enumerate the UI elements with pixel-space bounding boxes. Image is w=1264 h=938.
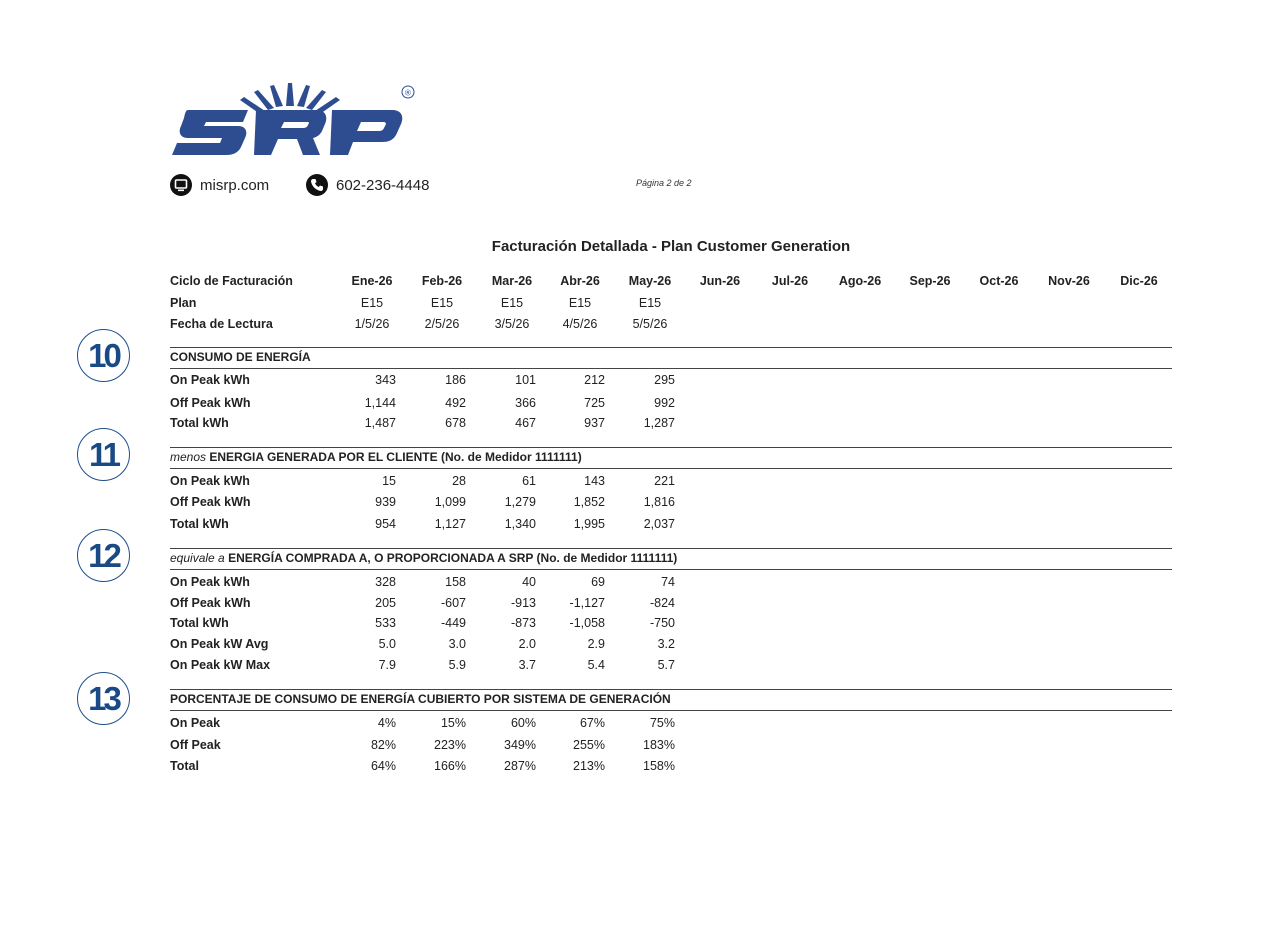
plan-row-label: Plan [170, 296, 197, 310]
row-value: 1,995 [573, 517, 605, 531]
section-top-rule [170, 689, 1172, 690]
row-label: Off Peak kWh [170, 495, 251, 509]
row-value: 213% [573, 759, 605, 773]
row-value: 69 [591, 575, 605, 589]
table-row [170, 416, 1172, 434]
phone-text[interactable]: 602-236-4448 [336, 176, 430, 194]
section-title [170, 450, 582, 464]
row-value: 212 [584, 373, 605, 387]
read-date-row [170, 317, 1172, 335]
month-header: Jun-26 [699, 274, 741, 288]
row-value: 3.0 [448, 637, 466, 651]
row-value: 5.7 [657, 658, 675, 672]
billing-cycle-row [170, 274, 1172, 292]
row-value: 255% [573, 738, 605, 752]
table-row [170, 738, 1172, 756]
table-row [170, 637, 1172, 655]
section-title-text: PORCENTAJE DE CONSUMO DE ENERGÍA CUBIERTO POR SISTEMA DE GENERACIÓN [170, 692, 671, 706]
row-label: Off Peak kWh [170, 396, 251, 410]
row-value: 15% [440, 716, 466, 730]
month-header: Sep-26 [909, 274, 951, 288]
row-label: Total kWh [170, 616, 229, 630]
row-label: Off Peak [170, 738, 221, 752]
document-title: Facturación Detallada - Plan Customer Generation [491, 238, 851, 255]
section-number-badge: 11 [77, 428, 130, 481]
section-title-text: CONSUMO DE ENERGÍA [170, 350, 311, 364]
row-value: 221 [654, 474, 675, 488]
row-value: 2,037 [643, 517, 675, 531]
row-value: 328 [375, 575, 396, 589]
row-value: 5.0 [378, 637, 396, 651]
plan-row [170, 296, 1172, 314]
website-text[interactable]: misrp.com [200, 176, 270, 194]
section-number-badge: 10 [77, 329, 130, 382]
row-value: 205 [375, 596, 396, 610]
table-row [170, 716, 1172, 734]
registered-mark: ® [405, 88, 411, 98]
row-value: 1,816 [643, 495, 675, 509]
row-label: Total [170, 759, 199, 773]
month-header: Jul-26 [771, 274, 809, 288]
row-value: 223% [434, 738, 466, 752]
section-top-rule [170, 548, 1172, 549]
month-header: May-26 [628, 274, 672, 288]
row-value: 343 [375, 373, 396, 387]
month-header: Feb-26 [421, 274, 463, 288]
row-label: On Peak kW Avg [170, 637, 269, 651]
row-value: 5.4 [587, 658, 605, 672]
row-value: 64% [370, 759, 396, 773]
row-value: 467 [515, 416, 536, 430]
row-value: -913 [510, 596, 536, 610]
month-header: Oct-26 [979, 274, 1019, 288]
plan-row-value: E15 [568, 296, 592, 310]
month-header: Abr-26 [560, 274, 600, 288]
row-value: 143 [584, 474, 605, 488]
row-value: 4% [377, 716, 396, 730]
row-value: 183% [643, 738, 675, 752]
row-label: Off Peak kWh [170, 596, 251, 610]
row-value: 28 [452, 474, 466, 488]
row-label: On Peak kWh [170, 373, 250, 387]
billing-cycle-row-label: Ciclo de Facturación [170, 274, 293, 288]
row-value: 15 [382, 474, 396, 488]
read-date-row-label: Fecha de Lectura [170, 317, 273, 331]
row-value: 1,852 [573, 495, 605, 509]
month-header: Dic-26 [1120, 274, 1158, 288]
section-top-rule [170, 447, 1172, 448]
table-row [170, 616, 1172, 634]
row-value: 75% [649, 716, 675, 730]
row-value: -873 [510, 616, 536, 630]
row-value: 61 [522, 474, 536, 488]
table-row [170, 658, 1172, 676]
row-value: 1,279 [504, 495, 536, 509]
row-value: 937 [584, 416, 605, 430]
row-value: -1,127 [569, 596, 605, 610]
row-value: 7.9 [378, 658, 396, 672]
row-value: 158% [643, 759, 675, 773]
section-title [170, 692, 671, 706]
row-value: 5.9 [448, 658, 466, 672]
row-value: 287% [504, 759, 536, 773]
plan-row-value: E15 [360, 296, 384, 310]
section-bottom-rule [170, 368, 1172, 369]
row-value: 186 [445, 373, 466, 387]
phone-icon [306, 174, 328, 196]
row-value: 533 [375, 616, 396, 630]
page-number: Página 2 de 2 [636, 178, 692, 188]
read-date-row-value: 2/5/26 [424, 317, 460, 331]
section-title-text: ENERGIA GENERADA POR EL CLIENTE (No. de Medidor 1111111) [209, 450, 582, 464]
read-date-row-value: 5/5/26 [632, 317, 668, 331]
row-value: -750 [649, 616, 675, 630]
computer-icon [170, 174, 192, 196]
row-value: 2.9 [587, 637, 605, 651]
srp-logo [170, 80, 420, 160]
row-value: 101 [515, 373, 536, 387]
table-row [170, 474, 1172, 492]
row-value: 2.0 [518, 637, 536, 651]
row-value: 166% [434, 759, 466, 773]
row-value: 1,127 [434, 517, 466, 531]
table-row [170, 759, 1172, 777]
row-value: 1,099 [434, 495, 466, 509]
table-row [170, 517, 1172, 535]
row-value: -607 [440, 596, 466, 610]
row-value: 3.7 [518, 658, 536, 672]
row-value: 295 [654, 373, 675, 387]
row-label: On Peak [170, 716, 221, 730]
month-header: Ago-26 [838, 274, 882, 288]
section-prefix: equivale a [170, 551, 225, 565]
row-value: 678 [445, 416, 466, 430]
row-value: 3.2 [657, 637, 675, 651]
table-row [170, 396, 1172, 414]
plan-row-value: E15 [500, 296, 524, 310]
row-label: On Peak kWh [170, 474, 250, 488]
plan-row-value: E15 [430, 296, 454, 310]
row-value: 1,340 [504, 517, 536, 531]
read-date-row-value: 1/5/26 [354, 317, 390, 331]
website-contact[interactable] [170, 172, 269, 198]
row-label: Total kWh [170, 517, 229, 531]
table-row [170, 575, 1172, 593]
row-value: 82% [370, 738, 396, 752]
month-header: Mar-26 [491, 274, 533, 288]
row-value: 954 [375, 517, 396, 531]
row-value: 492 [445, 396, 466, 410]
section-number-badge: 12 [77, 529, 130, 582]
row-value: -1,058 [569, 616, 605, 630]
row-value: 349% [504, 738, 536, 752]
row-value: -449 [440, 616, 466, 630]
row-label: On Peak kW Max [170, 658, 271, 672]
section-top-rule [170, 347, 1172, 348]
row-value: 158 [445, 575, 466, 589]
row-label: Total kWh [170, 416, 229, 430]
plan-row-value: E15 [638, 296, 662, 310]
section-bottom-rule [170, 468, 1172, 469]
row-value: 725 [584, 396, 605, 410]
row-value: 366 [515, 396, 536, 410]
read-date-row-value: 3/5/26 [494, 317, 530, 331]
section-bottom-rule [170, 569, 1172, 570]
row-value: 939 [375, 495, 396, 509]
table-row [170, 495, 1172, 513]
row-value: 1,487 [364, 416, 396, 430]
row-value: 60% [510, 716, 536, 730]
read-date-row-value: 4/5/26 [562, 317, 598, 331]
table-row [170, 373, 1172, 391]
month-header: Ene-26 [351, 274, 393, 288]
row-value: -824 [649, 596, 675, 610]
section-bottom-rule [170, 710, 1172, 711]
row-value: 1,287 [643, 416, 675, 430]
section-title [170, 350, 311, 364]
row-value: 992 [654, 396, 675, 410]
section-title [170, 551, 677, 565]
section-number-badge: 13 [77, 672, 130, 725]
row-value: 67% [579, 716, 605, 730]
section-prefix: menos [170, 450, 207, 464]
table-row [170, 596, 1172, 614]
row-value: 1,144 [364, 396, 396, 410]
month-header: Nov-26 [1048, 274, 1090, 288]
row-label: On Peak kWh [170, 575, 250, 589]
phone-contact[interactable] [306, 172, 429, 198]
section-title-text: ENERGÍA COMPRADA A, O PROPORCIONADA A SRP (No. de Medidor 1111111) [228, 551, 678, 565]
row-value: 74 [661, 575, 675, 589]
row-value: 40 [522, 575, 536, 589]
